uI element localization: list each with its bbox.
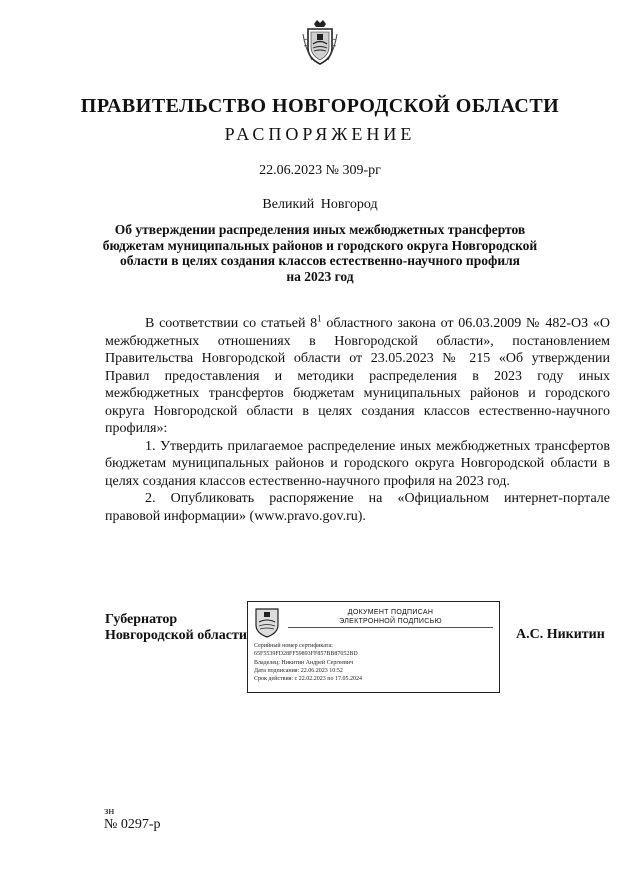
signer-position-line: Новгородской области bbox=[105, 628, 247, 643]
government-title: ПРАВИТЕЛЬСТВО НОВГОРОДСКОЙ ОБЛАСТИ bbox=[80, 95, 560, 117]
signer-position bbox=[105, 612, 247, 644]
intro-text-start: В соответствии со статьей 8 bbox=[145, 316, 318, 331]
electronic-signature-stamp bbox=[247, 601, 500, 693]
article-superscript: 1 bbox=[317, 313, 322, 324]
cert-owner: Владелец: Никитин Андрей Сергеевич bbox=[254, 659, 354, 666]
footer-document-number: № 0297-р bbox=[104, 817, 161, 832]
stamp-heading bbox=[288, 608, 493, 626]
subject-line: Об утверждении распределения иных межбюджетных трансфертов bbox=[114, 222, 526, 237]
signer-position-line: Губернатор bbox=[105, 612, 178, 627]
document-date-number: 22.06.2023 № 309-рг bbox=[259, 163, 381, 178]
intro-text-rest: областного закона от 06.03.2009 № 482-ОЗ «О межбюджетных отношениях в Новгородской области», постановлением Правительства Новгородской области от 23.05.2023 № 215 «Об утверждении Правил предоставления и методики распределения в 2023 году иных межбюджетных трансфертов бюджетам муниципальных районов и городского округа Новгородской области в целях создания классов естественно-научного профиля»: bbox=[105, 316, 610, 436]
subject-line: на 2023 год bbox=[286, 268, 354, 284]
document-subject bbox=[100, 222, 540, 284]
stamp-certificate-info bbox=[254, 642, 494, 683]
subject-line: бюджетам муниципальных районов и городского округа Новгородской bbox=[102, 237, 538, 253]
intro-paragraph bbox=[105, 315, 610, 438]
novgorod-coat-of-arms-icon bbox=[300, 20, 340, 66]
cert-validity: Срок действия: с 22.02.2023 по 17.05.2024 bbox=[254, 676, 362, 683]
item-2-paragraph: 2. Опубликовать распоряжение на «Официальном интернет-портале правовой информации» (www.pravo.gov.ru). bbox=[105, 491, 610, 524]
novgorod-coat-of-arms-icon bbox=[254, 606, 280, 638]
document-body bbox=[105, 315, 610, 525]
stamp-divider bbox=[288, 627, 493, 628]
signer-name: А.С. Никитин bbox=[516, 627, 605, 642]
item-1-paragraph: 1. Утвердить прилагаемое распределение иных межбюджетных трансфертов бюджетам муниципальных районов и городского округа Новгородской области в целях создания классов естественно-научного профиля на 2023 год. bbox=[105, 438, 610, 489]
stamp-heading-line: ЭЛЕКТРОННОЙ ПОДПИСЬЮ bbox=[339, 618, 442, 625]
footer-code: зн bbox=[104, 805, 115, 817]
cert-signed-date: Дата подписания: 22.06.2023 10:52 bbox=[254, 667, 343, 674]
cert-label: Серийный номер сертификата: bbox=[254, 643, 333, 649]
document-city: Великий Новгород bbox=[262, 197, 378, 212]
document-type: РАСПОРЯЖЕНИЕ bbox=[224, 124, 416, 144]
cert-number: 65F5539FD28FF59893FF857BB87052BD bbox=[254, 651, 358, 658]
subject-line: области в целях создания классов естественно-научного профиля bbox=[120, 253, 520, 268]
stamp-heading-line: ДОКУМЕНТ ПОДПИСАН bbox=[347, 609, 434, 616]
